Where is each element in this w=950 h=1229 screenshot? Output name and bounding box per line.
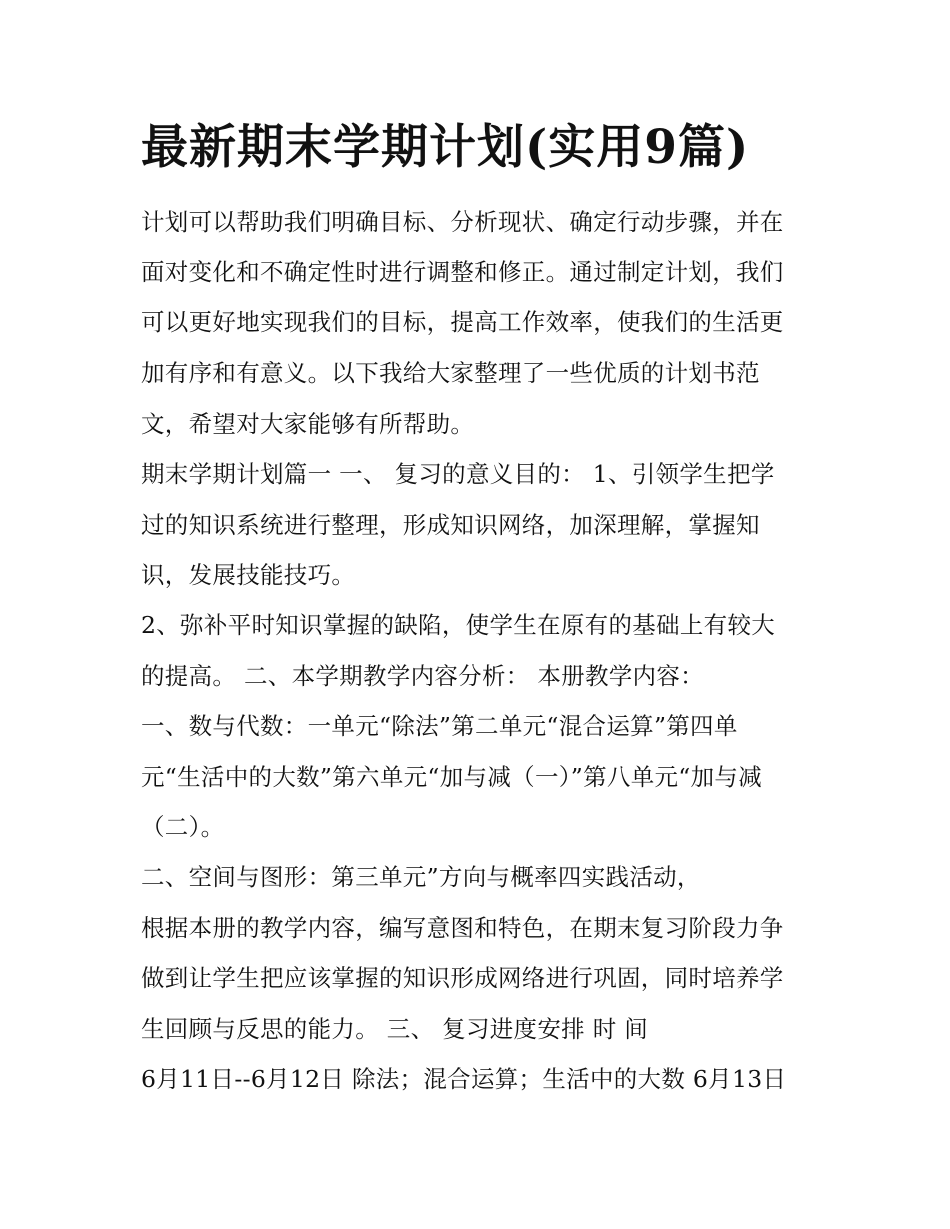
paragraph-line: 面对变化和不确定性时进行调整和修正。通过制定计划，我们	[141, 258, 784, 286]
paragraph-line: 过的知识系统进行整理，形成知识网络，加深理解，掌握知	[141, 511, 760, 539]
document-title: 最新期末学期计划(实用9篇)	[141, 120, 750, 175]
paragraph-line: 一、数与代数：一单元“除法”第二单元“混合运算”第四单	[141, 712, 738, 740]
paragraph-line: 2、弥补平时知识掌握的缺陷，使学生在原有的基础上有较大	[141, 611, 776, 639]
paragraph-line: （二）。	[141, 813, 225, 841]
paragraph-line: 生回顾与反思的能力。 三、 复习进度安排 时 间	[141, 1015, 649, 1043]
paragraph-line: 文，希望对大家能够有所帮助。	[141, 410, 475, 438]
paragraph-line: 期末学期计划篇一 一、 复习的意义目的： 1、引领学生把学	[141, 460, 775, 488]
paragraph-line: 识，发展技能技巧。	[141, 561, 356, 589]
paragraph-line: 二、空间与图形：第三单元”方向与概率四实践活动，	[141, 863, 701, 891]
paragraph-line: 做到让学生把应该掌握的知识形成网络进行巩固，同时培养学	[141, 964, 784, 992]
paragraph-line: 的提高。 二、本学期教学内容分析： 本册教学内容：	[141, 662, 704, 690]
paragraph-line: 可以更好地实现我们的目标，提高工作效率，使我们的生活更	[141, 308, 784, 336]
paragraph-line: 根据本册的教学内容，编写意图和特色，在期末复习阶段力争	[141, 914, 784, 942]
paragraph-line: 加有序和有意义。以下我给大家整理了一些优质的计划书范	[141, 359, 760, 387]
paragraph-line: 计划可以帮助我们明确目标、分析现状、确定行动步骤，并在	[141, 208, 784, 236]
paragraph-line: 元“生活中的大数”第六单元“加与减（一）”第八单元“加与减	[141, 763, 763, 791]
paragraph-line: 6月11日--6月12日 除法；混合运算；生活中的大数 6月13日	[141, 1065, 787, 1093]
